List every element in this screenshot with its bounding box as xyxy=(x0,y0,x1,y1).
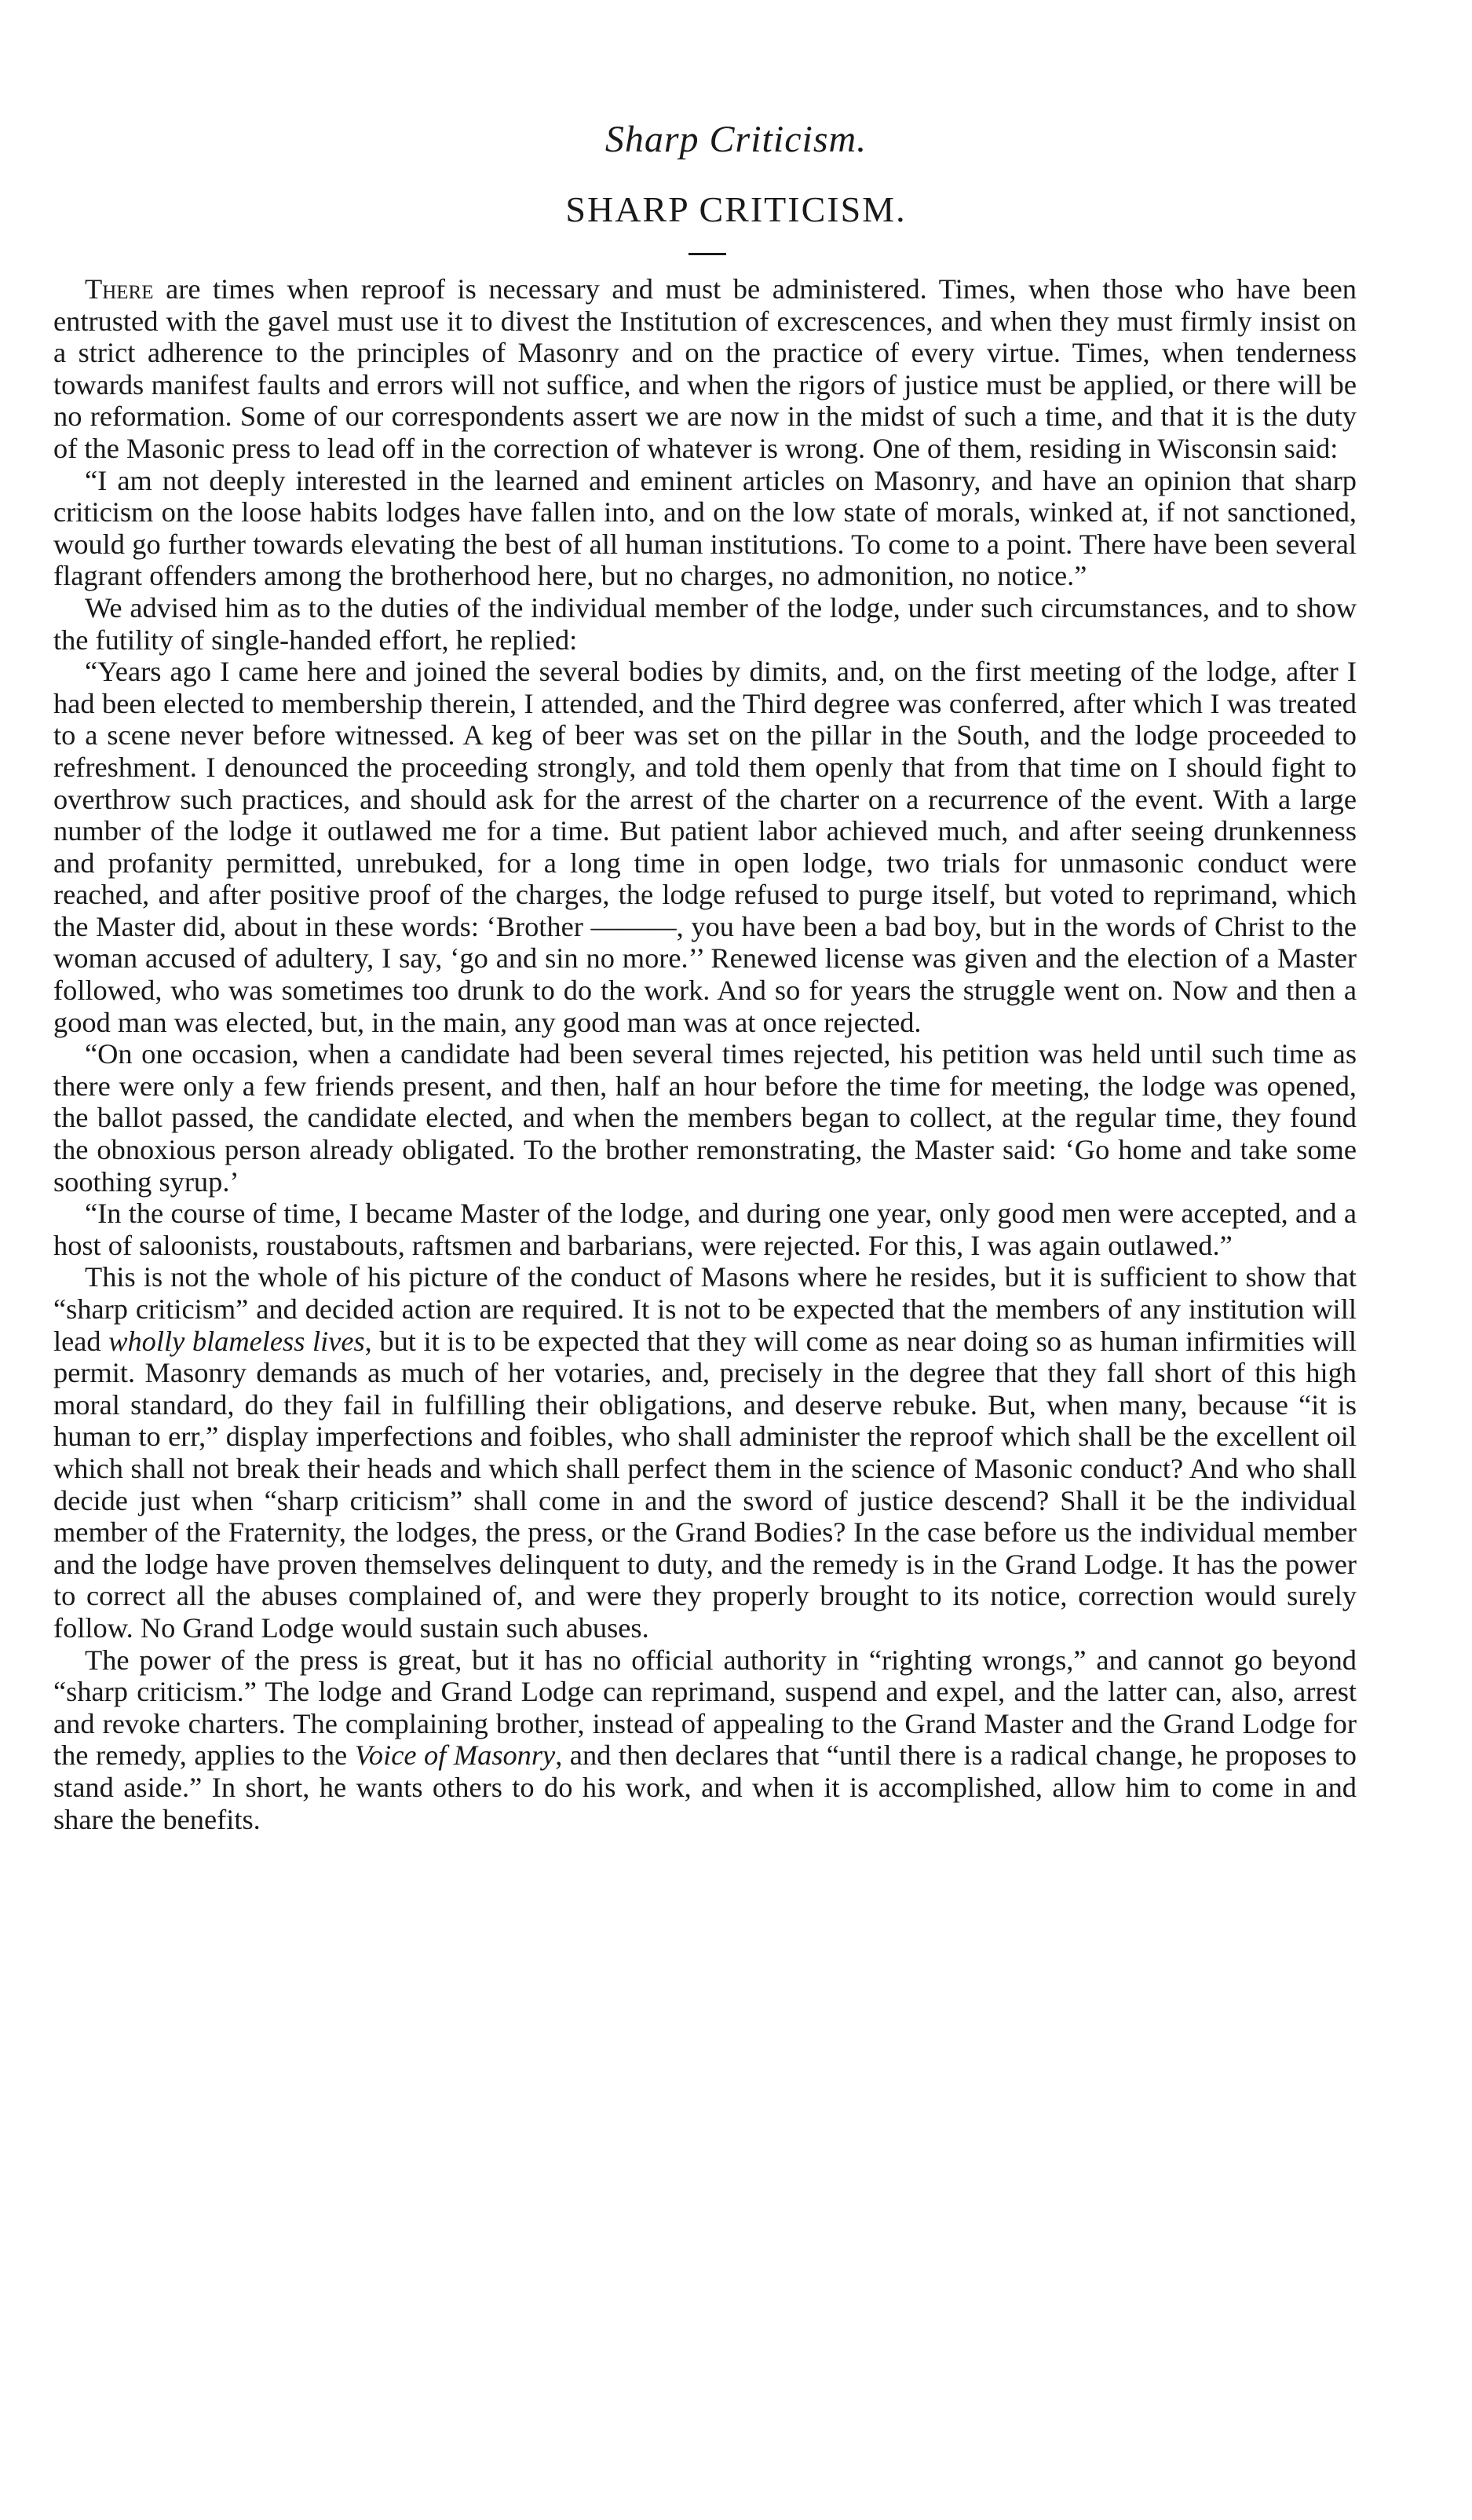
paragraph-3: We advised him as to the duties of the individual member of the lodge, under such circumstances, and to show the futility of single-handed effort, he replied: xyxy=(53,591,1357,656)
paragraph-7-part-2: , but it is to be expected that they will come as near doing so as human infirmities will permit. Masonry demands as much of her votaries, and, precisely in the degree that they fall short of this high moral standard, do they fail in fulfilling their obligations, and deserve rebuke. But, when many, because “it is human to err,” display imperfections and foibles, who shall administer the reproof which shall be the excellent oil which shall not break their heads and which shall perfect them in the science of Masonic conduct? And who shall decide just when “sharp criticism” shall come in and the sword of justice descend? Shall it be the individual member of the Fraternity, the lodges, the press, or the Grand Bodies? In the case before us the individual member and the lodge have proven themselves delinquent to duty, and the remedy is in the Grand Lodge. It has the power to correct all the abuses complained of, and were they properly brought to its notice, correction would surely follow. No Grand Lodge would sustain such abuses. xyxy=(53,1325,1357,1644)
paragraph-8 xyxy=(53,1644,1357,1836)
title-rule xyxy=(689,253,726,255)
drop-word: There xyxy=(85,273,154,305)
running-head: Sharp Criticism. xyxy=(605,119,867,160)
paragraph-8-part-2: , and then declares that “until there is a radical change, he proposes to stand aside.” In short, he wants others to do his work, and when it is accomplished, allow him to come in and share the benefits. xyxy=(53,1739,1357,1835)
article-body xyxy=(53,273,1357,1835)
paragraph-1 xyxy=(53,273,1357,465)
paragraph-6: “In the course of time, I became Master of the lodge, and during one year, only good men were accepted, and a host of saloonists, roustabouts, raftsmen and barbarians, were rejected. For this, I was again outlawed.” xyxy=(53,1198,1357,1261)
paragraph-7-part-1: This is not the whole of his picture of the conduct of Masons where he resides, but it is sufficient to show that “sharp criticism” and decided action are required. It is not to be expected that the members of any institution will lead xyxy=(53,1261,1357,1357)
paragraph-8-part-1: The power of the press is great, but it has no official authority in “righting wrongs,” and cannot go beyond “sharp criticism.” The lodge and Grand Lodge can reprimand, suspend and expel, and the latter can, also, arrest and revoke charters. The complaining brother, instead of appealing to the Grand Master and the Grand Lodge for the remedy, applies to the xyxy=(53,1644,1357,1772)
paragraph-8-emphasis: Voice of Masonry xyxy=(354,1739,556,1772)
paragraph-7 xyxy=(53,1261,1357,1644)
paragraph-4: “Years ago I came here and joined the several bodies by dimits, and, on the first meeting of the lodge, after I had been elected to membership therein, I attended, and the Third degree was conferred, after which I was treated to a scene never before witnessed. A keg of beer was set on the pillar in the South, and the lodge proceeded to refreshment. I denounced the proceeding strongly, and told them openly that from that time on I should fight to overthrow such practices, and should ask for the arrest of the charter on a recurrence of the event. With a large number of the lodge it outlawed me for a time. But patient labor achieved much, and after seeing drunkenness and profanity permitted, unrebuked, for a long time in open lodge, two trials for unmasonic conduct were reached, and after positive proof of the charges, the lodge refused to purge itself, but voted to reprimand, which the Master did, about in these words: ‘Brother ———, you have been a bad boy, but in the words of Christ to the woman accused of adultery, I say, ‘go and sin no more.’’ Renewed license was given and the election of a Master followed, who was sometimes too drunk to do the work. And so for years the struggle went on. Now and then a good man was elected, but, in the main, any good man was at once rejected. xyxy=(53,656,1357,1038)
paragraph-7-emphasis: wholly blameless lives xyxy=(108,1325,365,1357)
paragraph-5: “On one occasion, when a candidate had been several times rejected, his petition was held until such time as there were only a few friends present, and then, half an hour before the time for meeting, the lodge was opened, the ballot passed, the candidate elected, and when the members began to collect, at the regular time, they found the obnoxious person already obligated. To the brother remonstrating, the Master said: ‘Go home and take some soothing syrup.’ xyxy=(53,1038,1357,1198)
paragraph-1-text: are times when reproof is necessary and must be administered. Times, when those who have been entrusted with the gavel must use it to divest the Institution of excrescences, and when they must firmly insist on a strict adherence to the principles of Masonry and on the practice of every virtue. Times, when tenderness towards manifest faults and errors will not suffice, and when the rigors of justice must be applied, or there will be no reformation. Some of our correspondents assert we are now in the midst of such a time, and that it is the duty of the Masonic press to lead off in the correction of whatever is wrong. One of them, residing in Wisconsin said: xyxy=(53,273,1357,464)
article-title: SHARP CRITICISM. xyxy=(565,189,907,229)
paragraph-2: “I am not deeply interested in the learned and eminent articles on Masonry, and have an opinion that sharp criticism on the loose habits lodges have fallen into, and on the low state of morals, winked at, if not sanctioned, would go further towards elevating the best of all human institutions. To come to a point. There have been several flagrant offenders among the brotherhood here, but no charges, no admonition, no notice.” xyxy=(53,464,1357,592)
